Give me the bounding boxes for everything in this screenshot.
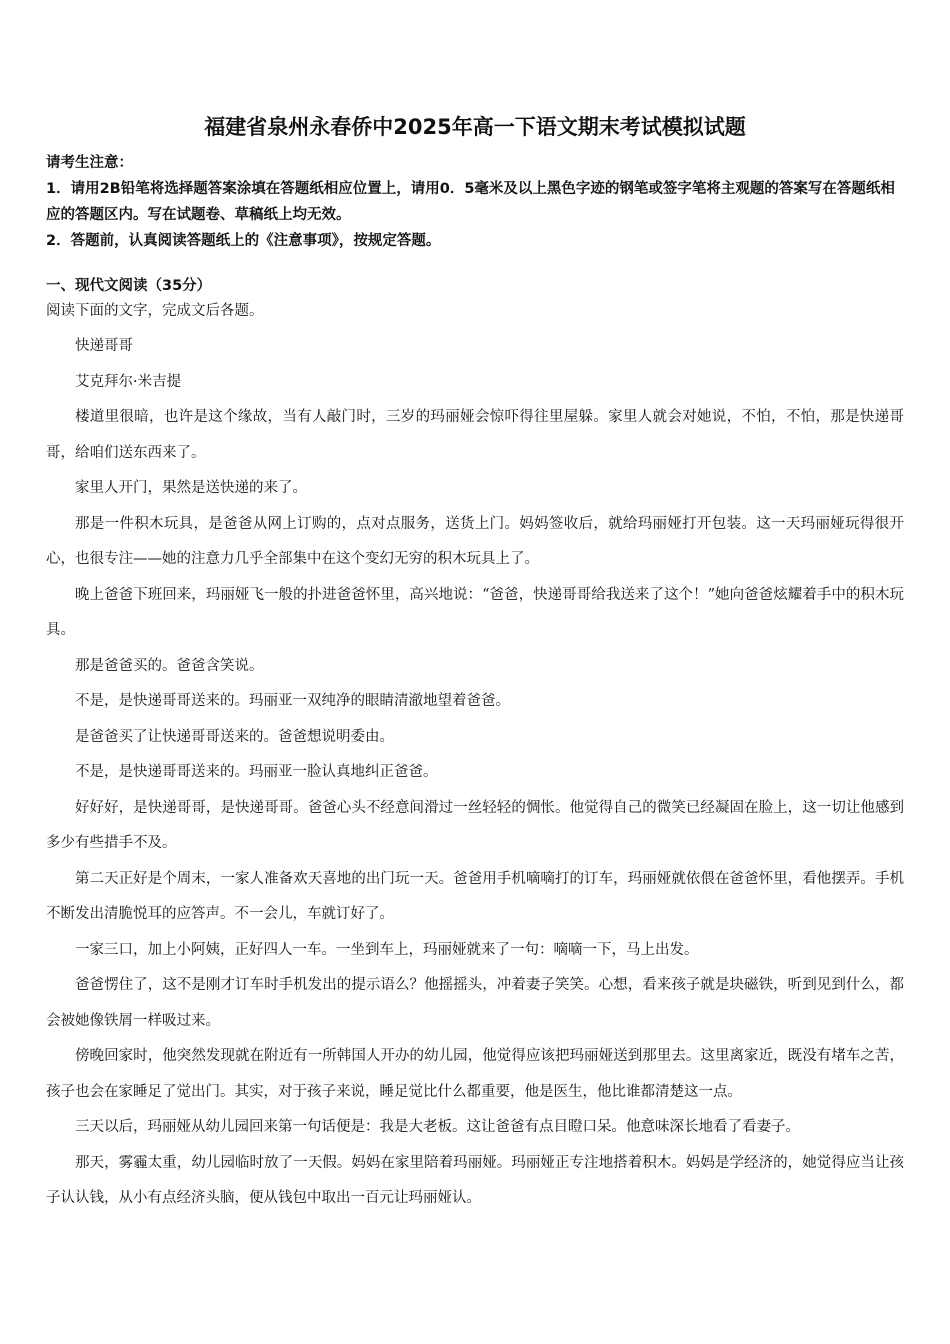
article-paragraph: 一家三口，加上小阿姨，正好四人一车。一坐到车上，玛丽娅就来了一句：嘀嘀一下，马上出发。 <box>75 941 699 958</box>
article-paragraph: 那是一件积木玩具，是爸爸从网上订购的，点对点服务，送货上门。妈妈签收后，就给玛丽娅打开包装。这一天玛丽娅玩得很开心，也很专注——她的注意力几乎全部集中在这个变幻无穷的积木玩具上了。 <box>46 515 904 567</box>
notice-item-2: 2．答题前，认真阅读答题纸上的《注意事项》，按规定答题。 <box>46 233 441 249</box>
section-heading: 一、现代文阅读（35分） <box>46 278 212 294</box>
article-paragraph: 不是，是快递哥哥送来的。玛丽亚一双纯净的眼睛清澈地望着爸爸。 <box>75 693 510 709</box>
article-paragraph: 傍晚回家时，他突然发现就在附近有一所韩国人开办的幼儿园，他觉得应该把玛丽娅送到那里去。这里离家近，既没有堵车之苦，孩子也会在家睡足了觉出门。其实，对于孩子来说，睡足觉比什么都重要，他是医生，他比谁都清楚这一点。 <box>46 1048 904 1100</box>
article-title: 快递哥哥 <box>75 338 133 354</box>
exam-notice <box>46 150 904 254</box>
article-paragraph: 晚上爸爸下班回来，玛丽娅飞一般的扑进爸爸怀里，高兴地说：“爸爸，快递哥哥给我送来了这个！”她向爸爸炫耀着手中的积木玩具。 <box>46 586 904 638</box>
notice-heading: 请考生注意： <box>46 155 133 171</box>
article-paragraph: 那是爸爸买的。爸爸含笑说。 <box>75 657 264 674</box>
article-paragraph: 第二天正好是个周末，一家人准备欢天喜地的出门玩一天。爸爸用手机嘀嘀打的订车，玛丽娅就依偎在爸爸怀里，看他摆弄。手机不断发出清脆悦耳的应答声。不一会儿，车就订好了。 <box>46 870 904 922</box>
notice-item-1: 1．请用2B铅笔将选择题答案涂填在答题纸相应位置上，请用0．5毫米及以上黑色字迹的钢笔或签字笔将主观题的答案写在答题纸相应的答题区内。写在试题卷、草稿纸上均无效。 <box>46 181 895 223</box>
article-paragraph: 爸爸愣住了，这不是刚才订车时手机发出的提示语么？他摇摇头，冲着妻子笑笑。心想，看来孩子就是块磁铁，听到见到什么，都会被她像铁屑一样吸过来。 <box>46 977 904 1029</box>
reading-article <box>46 329 904 1217</box>
article-paragraph: 不是，是快递哥哥送来的。玛丽亚一脸认真地纠正爸爸。 <box>75 764 438 780</box>
page-title: 福建省泉州永春侨中2025年高一下语文期末考试模拟试题 <box>204 115 746 139</box>
article-paragraph: 那天，雾霾太重，幼儿园临时放了一天假。妈妈在家里陪着玛丽娅。玛丽娅正专注地搭着积木。妈妈是学经济的，她觉得应当让孩子认认钱，从小有点经济头脑，便从钱包中取出一百元让玛丽娅认。 <box>46 1154 904 1206</box>
article-paragraph: 家里人开门，果然是送快递的来了。 <box>75 480 307 496</box>
article-paragraph: 是爸爸买了让快递哥哥送来的。爸爸想说明委由。 <box>75 728 394 745</box>
article-paragraph: 三天以后，玛丽娅从幼儿园回来第一句话便是：我是大老板。这让爸爸有点目瞪口呆。他意味深长地看了看妻子。 <box>75 1119 800 1135</box>
section-intro: 阅读下面的文字，完成文后各题。 <box>46 303 264 319</box>
article-paragraph: 楼道里很暗，也许是这个缘故，当有人敲门时，三岁的玛丽娅会惊吓得往里屋躲。家里人就会对她说，不怕，不怕，那是快递哥哥，给咱们送东西来了。 <box>46 409 904 461</box>
article-paragraph: 好好好，是快递哥哥，是快递哥哥。爸爸心头不经意间滑过一丝轻轻的惆怅。他觉得自己的微笑已经凝固在脸上，这一切让他感到多少有些措手不及。 <box>46 799 904 851</box>
article-author: 艾克拜尔·米吉提 <box>75 373 182 390</box>
